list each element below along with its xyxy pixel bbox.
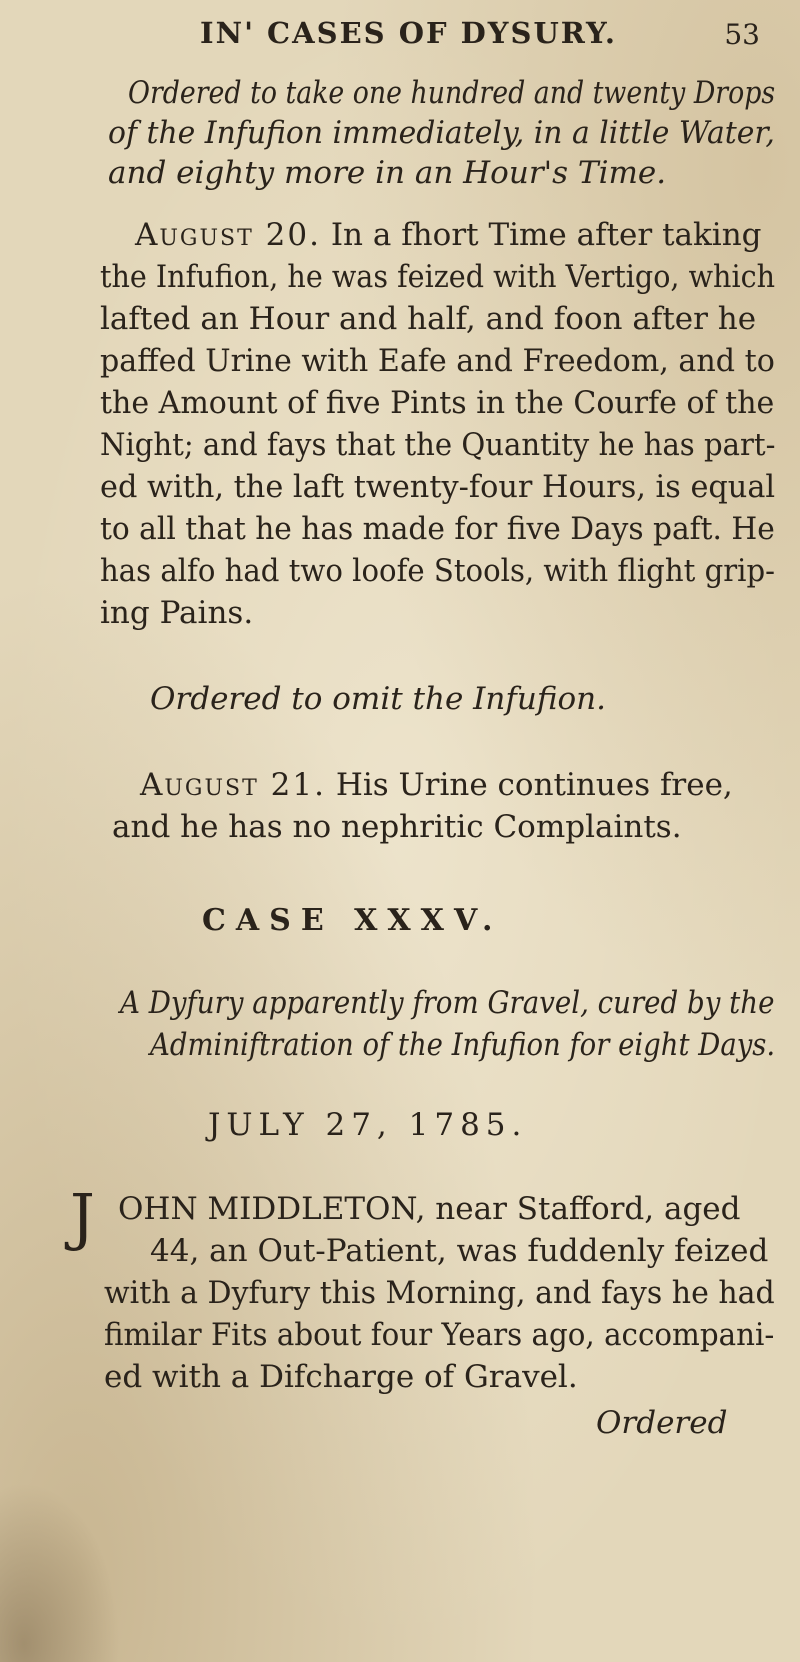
order-line: and eighty more in an Hour's Time. xyxy=(108,155,667,191)
order-line: Ordered to take one hundred and twenty Drops xyxy=(128,75,776,111)
running-title: IN' CASES OF DYSURY. xyxy=(200,16,618,50)
case-heading: CASE XXXV. xyxy=(202,903,503,938)
date-heading: JULY 27, 1785. xyxy=(208,1107,528,1143)
paragraph-line: has alfo had two loofe Stools, with flight grip- xyxy=(100,553,775,589)
entry-text: His Urine continues free, xyxy=(335,767,733,803)
paragraph-line: the Amount of five Pints in the Courfe of the xyxy=(100,385,775,421)
case-text-line: ed with a Difcharge of Gravel. xyxy=(104,1359,578,1395)
case-subtitle-line: A Dyfury apparently from Gravel, cured by the xyxy=(120,985,775,1021)
drop-cap: J xyxy=(70,1180,95,1253)
case-text-line: with a Dyfury this Morning, and fays he had xyxy=(104,1275,775,1311)
entry-aug-21-first-line xyxy=(140,766,733,804)
case-text-first-line: OHN MIDDLETON, near Stafford, aged xyxy=(118,1191,741,1227)
entry-date: August 21. xyxy=(140,767,326,803)
paragraph-line: paffed Urine with Eafe and Freedom, and to xyxy=(100,343,775,379)
case-text-line: fimilar Fits about four Years ago, accompani- xyxy=(104,1317,775,1353)
paragraph-line: ed with, the laft twenty-four Hours, is equal xyxy=(100,469,776,505)
paragraph-line: ing Pains. xyxy=(100,595,254,631)
order-line: of the Infufion immediately, in a little Water, xyxy=(108,115,775,151)
paragraph-line: the Infufion, he was feized with Vertigo, which xyxy=(100,259,776,295)
paragraph-line: to all that he has made for five Days paft. He xyxy=(100,511,775,547)
paragraph-line: and he has no nephritic Complaints. xyxy=(112,809,682,845)
case-text-line: 44, an Out-Patient, was fuddenly feized xyxy=(150,1233,769,1269)
paragraph-line: lafted an Hour and half, and foon after he xyxy=(100,301,757,337)
entry-date: August 20. xyxy=(135,217,321,253)
paper-stain xyxy=(0,1482,120,1662)
catchword: Ordered xyxy=(596,1405,728,1441)
entry-text: In a fhort Time after taking xyxy=(330,217,762,253)
order-line: Ordered to omit the Infufion. xyxy=(150,681,606,717)
paragraph-line: Night; and fays that the Quantity he has part- xyxy=(100,427,776,463)
entry-aug-20-first-line xyxy=(135,216,762,254)
case-subtitle-line: Adminiftration of the Infufion for eight Days. xyxy=(150,1027,776,1063)
running-header xyxy=(200,16,760,56)
page-number: 53 xyxy=(724,18,760,51)
